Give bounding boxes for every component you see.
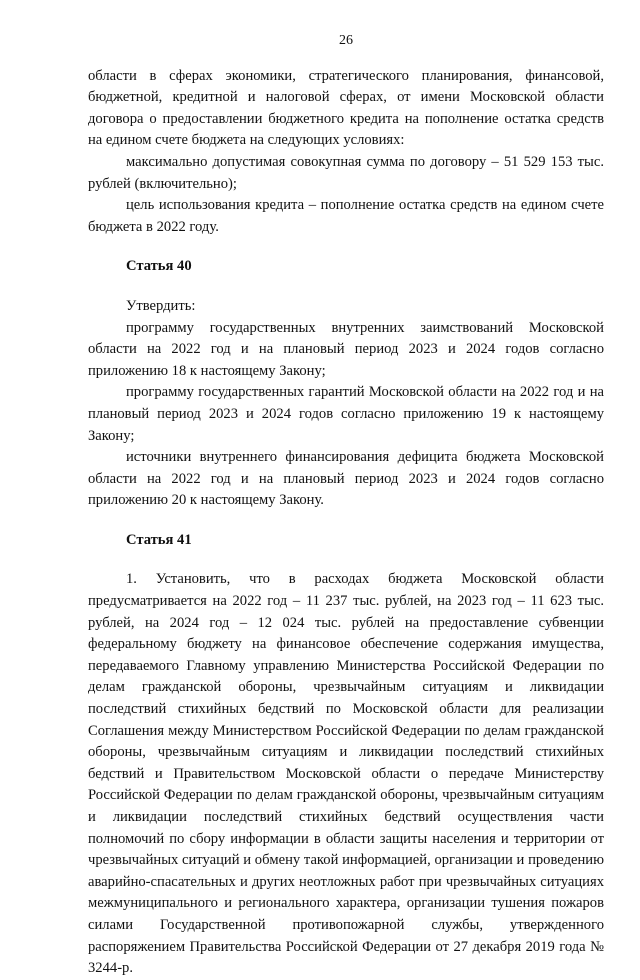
article-40-paragraph-1: Утвердить: [126, 297, 196, 314]
intro-paragraph-1: области в сферах экономики, стратегического планирования, финансовой, бюджетной, кредитной и налоговой сферах, от имени Московской области договора о предоставлении бюджетного кредита на пополнение остатка средств на едином счете бюджета на следующих условиях: [88, 67, 604, 149]
document-page [88, 30, 604, 980]
article-41-heading: Статья 41 [126, 531, 192, 548]
article-40-paragraph-3: программу государственных гарантий Московской области на 2022 год и на плановый период 2023 и 2024 годов согласно приложению 19 к настоящему Закону; [88, 384, 604, 444]
page-number: 26 [339, 33, 353, 48]
article-40-paragraph-4: источники внутреннего финансирования дефицита бюджета Московской области на 2022 год и на плановый период 2023 и 2024 годов согласно приложению 20 к настоящему Закону. [88, 449, 604, 509]
intro-paragraph-3: цель использования кредита – пополнение остатка средств на едином счете бюджета в 2022 году. [88, 197, 604, 235]
article-41-paragraph-1: 1. Установить, что в расходах бюджета Московской области предусматривается на 2022 год – 11 237 тыс. рублей, на 2023 год – 11 623 тыс. рублей, на 2024 год – 12 024 тыс. рублей на предоставление субвенции федеральному бюджету на финансовое обеспечение содержания имущества, передаваемого Главному управлению Министерства Российской Федерации по делам гражданской обороны, чрезвычайным ситуациям и ликвидации последствий стихийных бедствий по Московской области для реализации Соглашения между Министерством Российской Федерации по делам гражданской обороны, чрезвычайным ситуациям и ликвидации последствий стихийных бедствий и Правительством Московской области о передаче Министерству Российской Федерации по делам гражданской обороны, чрезвычайным ситуациям и ликвидации последствий стихийных бедствий осуществления части полномочий по сбору информации в области защиты населения и территории от чрезвычайных ситуаций и обмену такой информацией, организации и проведению аварийно-спасательных и других неотложных работ при чрезвычайных ситуациях межмуниципального и регионального характера, организации тушения пожаров силами Государственной противопожарной службы, утвержденного распоряжением Правительства Российской Федерации от 27 декабря 2019 года № 3244-р. [88, 571, 604, 977]
article-40-heading: Статья 40 [126, 258, 192, 275]
intro-paragraph-2: максимально допустимая совокупная сумма по договору – 51 529 153 тыс. рублей (включительно); [88, 153, 604, 192]
article-40-paragraph-2: программу государственных внутренних заимствований Московской области на 2022 год и на плановый период 2023 и 2024 годов согласно приложению 18 к настоящему Закону; [88, 319, 604, 379]
